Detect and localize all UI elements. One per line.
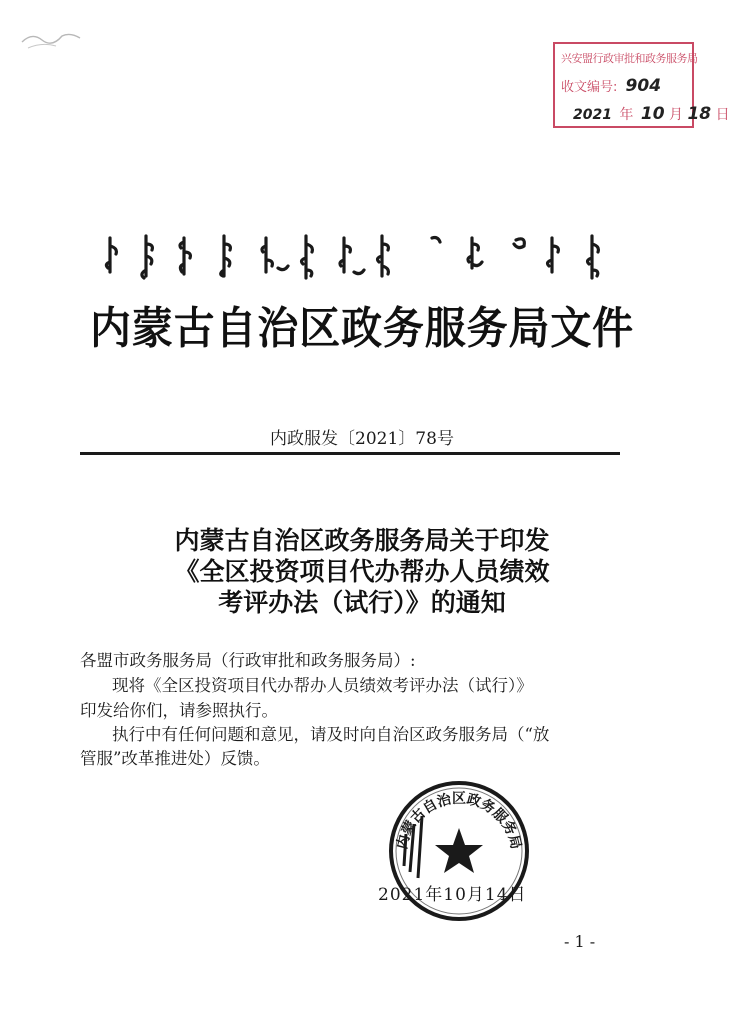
receipt-month-char: 月 — [669, 107, 683, 123]
notice-paragraph-line: 管服”改革推进处）反馈。 — [80, 749, 270, 768]
receipt-stamp — [553, 42, 730, 128]
notice-paragraph-line: 印发给你们，请参照执行。 — [80, 701, 278, 720]
receipt-year-char: 年 — [619, 107, 634, 123]
notice-paragraph-line: 执行中有任何问题和意见，请及时向自治区政务服务局（“放 — [112, 725, 550, 744]
receipt-day: 18 — [687, 104, 712, 124]
document-number: 内政服发〔2021〕78号 — [270, 429, 454, 449]
receipt-year: 2021 — [573, 107, 612, 123]
page-number: - 1 - — [564, 932, 596, 951]
receipt-day-char: 日 — [715, 107, 730, 123]
document-header-title: 内蒙古自治区政务服务局文件 — [89, 303, 635, 354]
notice-title-line-2: 《全区投资项目代办帮办人员绩效 — [174, 557, 550, 586]
notice-paragraph-line: 现将《全区投资项目代办帮办人员绩效考评办法（试行）》 — [112, 676, 533, 695]
scan-scribble-mark — [18, 24, 88, 54]
notice-title-line-1: 内蒙古自治区政务服务局关于印发 — [174, 526, 550, 555]
receipt-number-label: 收文编号: — [561, 80, 618, 95]
receipt-stamp-number-row — [561, 76, 661, 96]
notice-title-line-3: 考评办法（试行）》的通知 — [218, 588, 506, 617]
notice-recipient: 各盟市政务服务局（行政审批和政务服务局）: — [80, 651, 416, 670]
receipt-number-value: 904 — [625, 76, 662, 96]
signature-date: 2021年10月14日 — [378, 885, 527, 905]
receipt-stamp-agency: 兴安盟行政审批和政务服务局 — [561, 52, 698, 65]
receipt-month: 10 — [640, 104, 665, 124]
receipt-stamp-date-row — [573, 104, 730, 124]
mongolian-script-header — [100, 232, 620, 284]
seal-star-icon — [435, 828, 483, 873]
seal-lettering: 内蒙古自治区政务服务局 — [394, 791, 524, 851]
header-divider — [80, 452, 620, 455]
